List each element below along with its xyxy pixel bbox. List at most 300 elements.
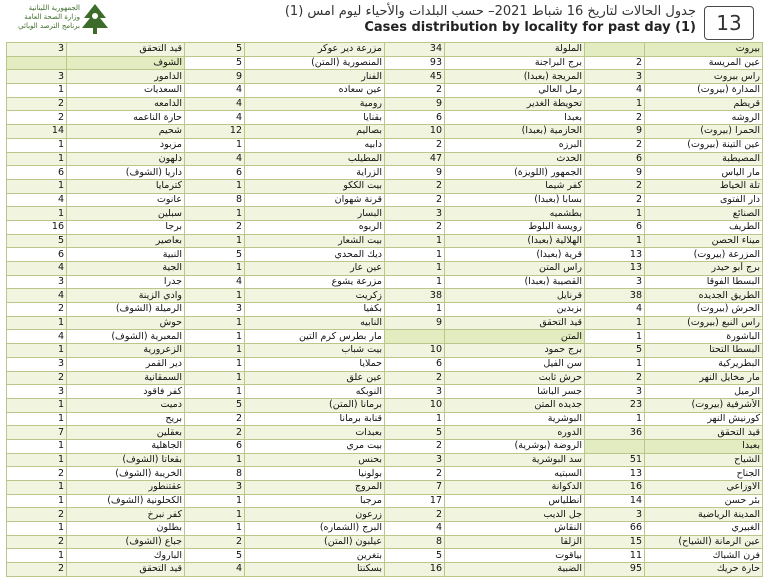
case-count-cell: 1 [585, 330, 645, 344]
locality-name-cell: البرج (الشماره) [245, 522, 385, 536]
case-count-cell: 7 [385, 481, 445, 495]
case-count-cell: 2 [385, 439, 445, 453]
case-count-cell: 1 [585, 316, 645, 330]
case-count-cell: 8 [385, 535, 445, 549]
table-row [7, 508, 763, 522]
case-count-cell: 1 [185, 234, 245, 248]
case-count-cell: 2 [385, 138, 445, 152]
case-count-cell: 1 [7, 412, 67, 426]
case-count-cell: 10 [385, 125, 445, 139]
region-heading-cell: الشوف [67, 56, 185, 70]
case-count-cell: 9 [385, 316, 445, 330]
locality-name-cell: الغبيري [645, 522, 763, 536]
case-count-cell: 5 [585, 344, 645, 358]
locality-name-cell: النابيه [245, 316, 385, 330]
case-count-cell: 6 [185, 166, 245, 180]
page-title-arabic: جدول الحالات لتاريخ 16 شباط 2021– حسب البلدات والأحياء ليوم امس (1) [284, 4, 696, 19]
table-row [7, 275, 763, 289]
case-count-cell: 16 [585, 481, 645, 495]
case-count-cell: 1 [7, 84, 67, 98]
locality-name-cell: الخريبة (الشوف) [67, 467, 185, 481]
case-count-cell: 4 [7, 330, 67, 344]
locality-name-cell: الزعرورية [67, 344, 185, 358]
locality-name-cell: البسطا التحتا [645, 344, 763, 358]
case-count-cell: 1 [385, 412, 445, 426]
table-row [7, 412, 763, 426]
table-row [7, 467, 763, 481]
locality-name-cell: أنطلياس [445, 494, 585, 508]
locality-name-cell: حملايا [245, 357, 385, 371]
case-count-cell: 4 [185, 563, 245, 577]
case-count-cell: 1 [385, 303, 445, 317]
locality-name-cell: النبية [67, 248, 185, 262]
case-count-cell: 2 [385, 193, 445, 207]
locality-name-cell: الدامعه [67, 97, 185, 111]
case-count-cell: 36 [585, 426, 645, 440]
case-count-cell: 5 [185, 43, 245, 57]
locality-name-cell: الروشه [645, 111, 763, 125]
table-row [7, 166, 763, 180]
case-count-cell: 2 [585, 111, 645, 125]
case-count-cell: 6 [7, 248, 67, 262]
case-count-cell: 6 [585, 152, 645, 166]
locality-name-cell: بقعاتا (الشوف) [67, 453, 185, 467]
case-count-cell: 7 [7, 426, 67, 440]
case-count-cell: 4 [585, 84, 645, 98]
locality-name-cell: قيد التحقق [67, 43, 185, 57]
case-count-cell: 1 [185, 262, 245, 276]
case-count-cell: 9 [585, 125, 645, 139]
case-count-cell: 9 [585, 166, 645, 180]
locality-name-cell: قيد التحقق [645, 426, 763, 440]
case-count-cell: 9 [385, 97, 445, 111]
case-count-cell: 6 [585, 220, 645, 234]
case-count-cell: 2 [385, 467, 445, 481]
locality-name-cell: كفر شيما [445, 179, 585, 193]
locality-name-cell: بيت شباب [245, 344, 385, 358]
case-count-cell: 5 [185, 248, 245, 262]
locality-name-cell: تلة الخياط [645, 179, 763, 193]
case-count-cell: 3 [385, 453, 445, 467]
case-count-cell: 2 [7, 97, 67, 111]
case-count-cell: 1 [585, 97, 645, 111]
case-count-cell: 1 [585, 357, 645, 371]
locality-name-cell: تحويطة الغدير [445, 97, 585, 111]
case-count-cell: 15 [585, 535, 645, 549]
locality-name-cell: النوبكه [245, 385, 385, 399]
case-count-cell: 34 [385, 43, 445, 57]
case-count-cell: 1 [185, 289, 245, 303]
case-count-cell: 2 [185, 220, 245, 234]
locality-name-cell: عين المريسة [645, 56, 763, 70]
locality-name-cell: بطلون [67, 522, 185, 536]
locality-name-cell: بولونيا [245, 467, 385, 481]
locality-name-cell: سد البوشرية [445, 453, 585, 467]
case-count-cell: 5 [385, 549, 445, 563]
locality-name-cell: المنصورية (المتن) [245, 56, 385, 70]
locality-name-cell: بعقلين [67, 426, 185, 440]
case-count-cell: 1 [185, 357, 245, 371]
case-count-cell: 16 [7, 220, 67, 234]
logo-text [4, 4, 80, 31]
case-count-cell: 3 [7, 385, 67, 399]
case-count-cell: 4 [7, 193, 67, 207]
case-count-cell: 1 [7, 152, 67, 166]
locality-name-cell: كترمايا [67, 179, 185, 193]
table-row [7, 111, 763, 125]
locality-name-cell: كورنيش النهر [645, 412, 763, 426]
table-row [7, 371, 763, 385]
locality-name-cell: البوشرية [445, 412, 585, 426]
case-count-cell: 13 [585, 262, 645, 276]
table-row [7, 316, 763, 330]
locality-name-cell: الزراية [245, 166, 385, 180]
table-row [7, 344, 763, 358]
case-count-cell: 8 [185, 193, 245, 207]
case-count-cell: 3 [385, 207, 445, 221]
table-row [7, 234, 763, 248]
case-count-cell: 38 [585, 289, 645, 303]
locality-name-cell: السمقانية [67, 371, 185, 385]
locality-name-cell: دميت [67, 398, 185, 412]
table-row [7, 330, 763, 344]
case-count-cell: 1 [185, 453, 245, 467]
locality-name-cell: جل الديب [445, 508, 585, 522]
locality-name-cell: الضبية [445, 563, 585, 577]
case-count-cell: 1 [7, 549, 67, 563]
locality-name-cell: مزرعة يشوع [245, 275, 385, 289]
locality-name-cell: شحيم [67, 125, 185, 139]
cases-table [6, 42, 763, 577]
case-count-cell: 4 [7, 289, 67, 303]
case-count-cell: 1 [7, 207, 67, 221]
table-row [7, 43, 763, 57]
case-count-cell: 5 [385, 426, 445, 440]
case-count-cell: 3 [7, 357, 67, 371]
locality-name-cell: بعبدات [245, 426, 385, 440]
table-row [7, 138, 763, 152]
case-count-cell [385, 330, 445, 344]
case-count-cell: 1 [7, 398, 67, 412]
case-count-cell: 6 [385, 111, 445, 125]
case-count-cell: 4 [585, 303, 645, 317]
table-row [7, 220, 763, 234]
locality-name-cell: الجمهور (اللويزة) [445, 166, 585, 180]
locality-name-cell: برج أبو حيدر [645, 262, 763, 276]
case-count-cell: 1 [185, 138, 245, 152]
case-count-cell: 3 [585, 275, 645, 289]
locality-name-cell: الجاهلية [67, 439, 185, 453]
case-count-cell: 1 [385, 234, 445, 248]
locality-name-cell: الروضة (بوشرية) [445, 439, 585, 453]
case-count-cell: 1 [185, 385, 245, 399]
locality-name-cell: الملولة [445, 43, 585, 57]
case-count-cell: 16 [385, 563, 445, 577]
locality-name-cell: الرميلة (الشوف) [67, 303, 185, 317]
case-count-cell: 1 [7, 494, 67, 508]
locality-name-cell: كفر فاقود [67, 385, 185, 399]
case-count-cell: 6 [7, 166, 67, 180]
locality-name-cell: مار مخايل النهر [645, 371, 763, 385]
table-row [7, 125, 763, 139]
table-row [7, 398, 763, 412]
locality-name-cell: مار بطرس كرم التين [245, 330, 385, 344]
case-count-cell: 2 [185, 426, 245, 440]
case-count-cell: 5 [185, 549, 245, 563]
logo-line: برنامج الترصد الوبائي [18, 22, 80, 30]
locality-name-cell: الزلقا [445, 535, 585, 549]
table-row [7, 303, 763, 317]
locality-name-cell: حارة الناعمه [67, 111, 185, 125]
case-count-cell: 1 [185, 179, 245, 193]
case-count-cell: 2 [185, 412, 245, 426]
case-count-cell: 1 [185, 344, 245, 358]
locality-name-cell: الأشرفية (بيروت) [645, 398, 763, 412]
locality-name-cell: عين الرمانة (الشياح) [645, 535, 763, 549]
locality-name-cell: وادي الزينة [67, 289, 185, 303]
region-heading-cell: بعبدا [645, 439, 763, 453]
table-row [7, 262, 763, 276]
case-count-cell: 2 [385, 220, 445, 234]
case-count-cell: 2 [7, 535, 67, 549]
table-row [7, 522, 763, 536]
case-count-cell: 1 [7, 316, 67, 330]
case-count-cell: 14 [585, 494, 645, 508]
case-count-cell: 2 [585, 56, 645, 70]
locality-name-cell: القصيبة (بعبدا) [445, 275, 585, 289]
locality-name-cell: دلهون [67, 152, 185, 166]
locality-name-cell: الكحلونية (الشوف) [67, 494, 185, 508]
locality-name-cell: سن الفيل [445, 357, 585, 371]
locality-name-cell: المدينة الرياضية [645, 508, 763, 522]
case-count-cell: 45 [385, 70, 445, 84]
table-row [7, 385, 763, 399]
locality-name-cell: برجا [67, 220, 185, 234]
case-count-cell: 2 [7, 371, 67, 385]
table-row [7, 152, 763, 166]
case-count-cell: 47 [385, 152, 445, 166]
locality-name-cell: عانوت [67, 193, 185, 207]
locality-name-cell: جدرا [67, 275, 185, 289]
case-count-cell: 66 [585, 522, 645, 536]
locality-name-cell: قرنايل [445, 289, 585, 303]
locality-name-cell: دار الفتوى [645, 193, 763, 207]
case-count-cell: 10 [385, 344, 445, 358]
case-count-cell: 2 [7, 303, 67, 317]
locality-name-cell: قريطم [645, 97, 763, 111]
case-count-cell: 4 [7, 262, 67, 276]
locality-name-cell: جباع (الشوف) [67, 535, 185, 549]
case-count-cell: 4 [185, 84, 245, 98]
locality-name-cell: فرن الشباك [645, 549, 763, 563]
locality-name-cell: قرية (بعبدا) [445, 248, 585, 262]
case-count-cell: 4 [385, 522, 445, 536]
locality-name-cell: بياقوت [445, 549, 585, 563]
case-count-cell [585, 43, 645, 57]
locality-name-cell: عيلبون (المتن) [245, 535, 385, 549]
cases-table-container [6, 42, 762, 574]
case-count-cell: 93 [385, 56, 445, 70]
case-count-cell: 3 [585, 70, 645, 84]
locality-name-cell: قيد التحقق [67, 563, 185, 577]
case-count-cell: 1 [185, 508, 245, 522]
locality-name-cell: زكريت [245, 289, 385, 303]
locality-name-cell: كفر نبرخ [67, 508, 185, 522]
locality-name-cell: المريجة (بعبدا) [445, 70, 585, 84]
cases-table-body [7, 43, 763, 577]
case-count-cell: 2 [585, 371, 645, 385]
case-count-cell: 3 [585, 385, 645, 399]
case-count-cell: 3 [385, 385, 445, 399]
locality-name-cell: قنابة برمانا [245, 412, 385, 426]
locality-name-cell: الدوره [445, 426, 585, 440]
locality-name-cell: بئر حسن [645, 494, 763, 508]
locality-name-cell: عين عار [245, 262, 385, 276]
locality-name-cell: البطريركية [645, 357, 763, 371]
locality-name-cell: المطيلب [245, 152, 385, 166]
case-count-cell: 2 [585, 193, 645, 207]
table-row [7, 207, 763, 221]
locality-name-cell: بيت مري [245, 439, 385, 453]
locality-name-cell: البسار [245, 207, 385, 221]
header [0, 0, 768, 40]
locality-name-cell: السعديات [67, 84, 185, 98]
case-count-cell: 1 [585, 234, 645, 248]
case-count-cell: 1 [185, 522, 245, 536]
locality-name-cell: الرميل [645, 385, 763, 399]
page-number: 13 [704, 6, 754, 40]
locality-name-cell: بقنايا [245, 111, 385, 125]
locality-name-cell: دير القمر [67, 357, 185, 371]
case-count-cell: 3 [585, 508, 645, 522]
table-row [7, 193, 763, 207]
locality-name-cell: بعبدا [445, 111, 585, 125]
locality-name-cell: عقتنطور [67, 481, 185, 495]
case-count-cell: 1 [385, 275, 445, 289]
locality-name-cell: الطريف [645, 220, 763, 234]
case-count-cell: 4 [185, 111, 245, 125]
locality-name-cell: البرزه [445, 138, 585, 152]
case-count-cell: 1 [7, 138, 67, 152]
locality-name-cell: بحنس [245, 453, 385, 467]
case-count-cell: 2 [7, 508, 67, 522]
case-count-cell: 2 [585, 138, 645, 152]
case-count-cell: 51 [585, 453, 645, 467]
locality-name-cell: الجية [67, 262, 185, 276]
locality-name-cell: الربوه [245, 220, 385, 234]
locality-name-cell: الاوزاعي [645, 481, 763, 495]
locality-name-cell: قرنة شهوان [245, 193, 385, 207]
region-heading-cell: المتن [445, 330, 585, 344]
case-count-cell: 2 [7, 563, 67, 577]
locality-name-cell: دابيه [245, 138, 385, 152]
table-row [7, 494, 763, 508]
case-count-cell: 10 [385, 398, 445, 412]
locality-name-cell: الباروك [67, 549, 185, 563]
locality-name-cell: ميناء الحصن [645, 234, 763, 248]
locality-name-cell: عين التينة (بيروت) [645, 138, 763, 152]
case-count-cell: 1 [7, 439, 67, 453]
case-count-cell: 4 [185, 275, 245, 289]
case-count-cell: 2 [185, 535, 245, 549]
case-count-cell: 2 [585, 179, 645, 193]
locality-name-cell: المدارة (بيروت) [645, 84, 763, 98]
locality-name-cell: البسطا الفوقا [645, 275, 763, 289]
ministry-logo [4, 2, 114, 38]
table-row [7, 439, 763, 453]
case-count-cell: 3 [7, 43, 67, 57]
case-count-cell: 4 [185, 97, 245, 111]
case-count-cell: 1 [385, 262, 445, 276]
case-count-cell: 1 [7, 179, 67, 193]
locality-name-cell: الصنائع [645, 207, 763, 221]
locality-name-cell: المعبرية (الشوف) [67, 330, 185, 344]
locality-name-cell: سبلين [67, 207, 185, 221]
locality-name-cell: بسكنتا [245, 563, 385, 577]
locality-name-cell: بزبدين [445, 303, 585, 317]
locality-name-cell: المصيطبة [645, 152, 763, 166]
case-count-cell: 1 [585, 412, 645, 426]
locality-name-cell: برج البراجنة [445, 56, 585, 70]
case-count-cell: 8 [185, 467, 245, 481]
table-row [7, 563, 763, 577]
table-row [7, 481, 763, 495]
page-title-english: Cases distribution by locality for past day (1) [364, 20, 696, 35]
cedar-logo-icon [78, 2, 112, 36]
locality-name-cell: بسابا (بعبدا) [445, 193, 585, 207]
locality-name-cell: الهلالية (بعبدا) [445, 234, 585, 248]
case-count-cell: 1 [7, 481, 67, 495]
case-count-cell: 1 [585, 207, 645, 221]
locality-name-cell: جسر الباشا [445, 385, 585, 399]
locality-name-cell: قيد التحقق [445, 316, 585, 330]
table-row [7, 535, 763, 549]
case-count-cell: 5 [7, 234, 67, 248]
case-count-cell: 1 [185, 330, 245, 344]
table-row [7, 248, 763, 262]
case-count-cell: 1 [185, 207, 245, 221]
case-count-cell: 1 [185, 371, 245, 385]
locality-name-cell: بصاليم [245, 125, 385, 139]
table-row [7, 97, 763, 111]
table-row [7, 84, 763, 98]
case-count-cell [7, 56, 67, 70]
case-count-cell: 3 [7, 275, 67, 289]
locality-name-cell: مزبود [67, 138, 185, 152]
case-count-cell: 2 [7, 467, 67, 481]
locality-name-cell: الفنار [245, 70, 385, 84]
locality-name-cell: راس بيروت [645, 70, 763, 84]
locality-name-cell: الحرش (بيروت) [645, 303, 763, 317]
locality-name-cell: بريح [67, 412, 185, 426]
case-count-cell: 5 [185, 56, 245, 70]
locality-name-cell: رويسة البلوط [445, 220, 585, 234]
case-count-cell: 3 [7, 70, 67, 84]
case-count-cell: 13 [585, 248, 645, 262]
case-count-cell: 1 [185, 494, 245, 508]
case-count-cell: 14 [7, 125, 67, 139]
case-count-cell: 9 [185, 70, 245, 84]
locality-name-cell: حوش [67, 316, 185, 330]
locality-name-cell: الحازمية (بعبدا) [445, 125, 585, 139]
locality-name-cell: بكفيا [245, 303, 385, 317]
locality-name-cell: حرش ثابت [445, 371, 585, 385]
case-count-cell: 2 [385, 179, 445, 193]
logo-line: الجمهورية اللبنانية [28, 4, 80, 12]
case-count-cell [585, 439, 645, 453]
case-count-cell: 23 [585, 398, 645, 412]
case-count-cell: 4 [185, 152, 245, 166]
